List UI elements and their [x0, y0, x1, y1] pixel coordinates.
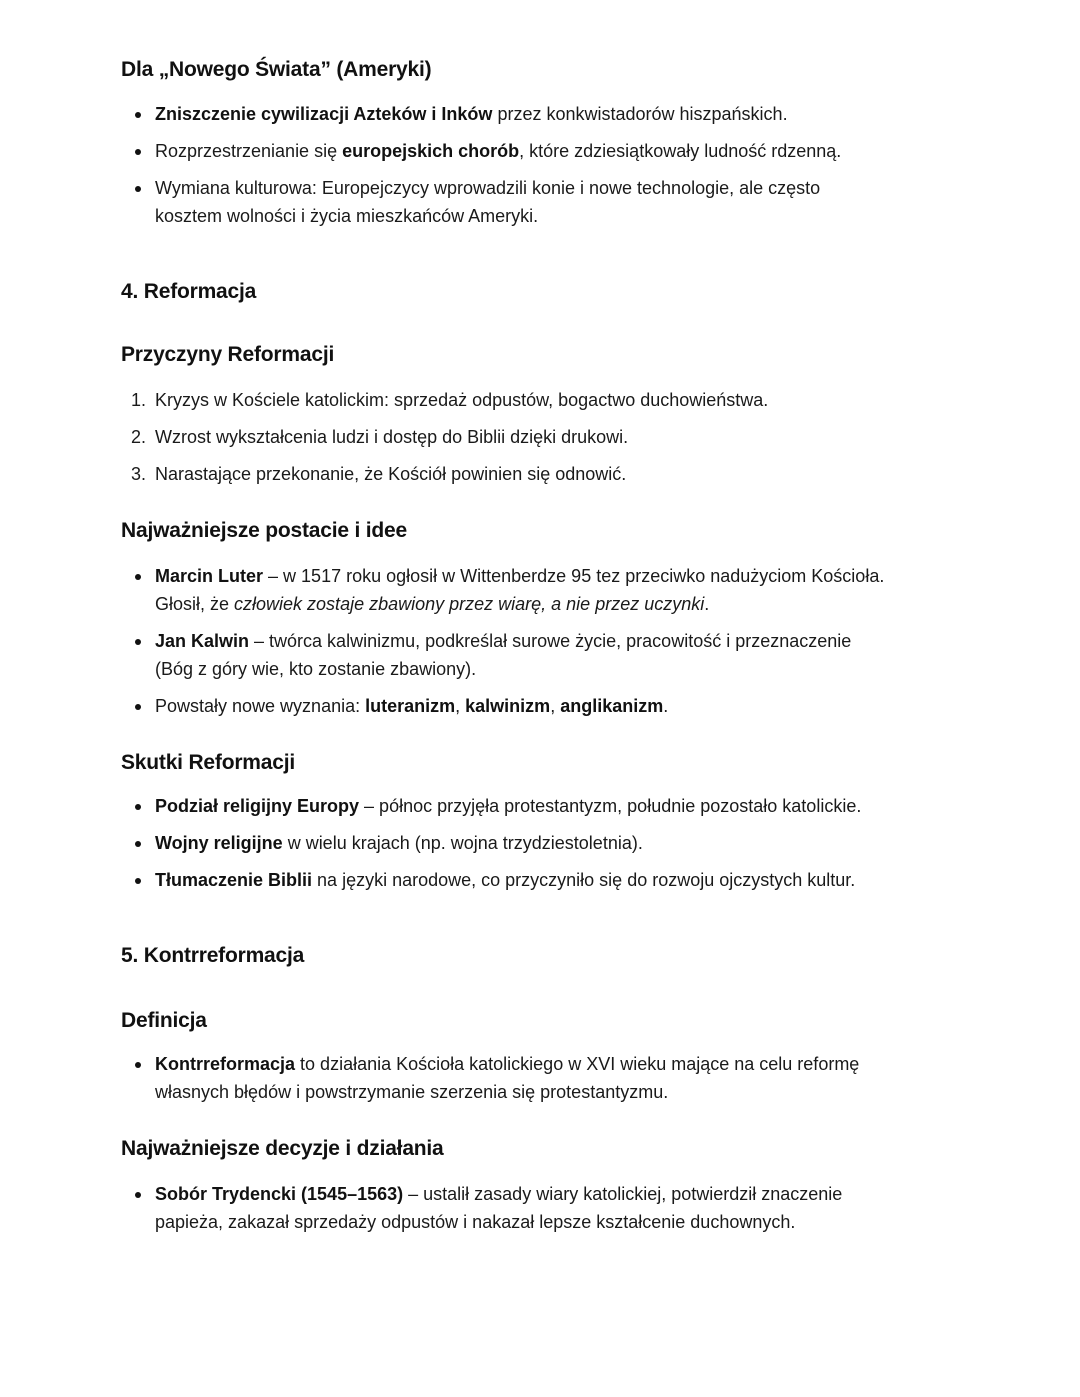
definition-list — [121, 1050, 961, 1106]
list-item: Marcin Luter – w 1517 roku ogłosił w Wittenberdze 95 tez przeciwko nadużyciom Kościoła. Głosił, że człowiek zostaje zbawiony przez wiarę, a nie przez uczynki. — [121, 562, 961, 618]
heading-reformation: 4. Reformacja — [121, 280, 257, 303]
heading-causes: Przyczyny Reformacji — [121, 343, 335, 366]
bullet-icon — [135, 804, 141, 810]
list-number: 3. — [131, 464, 147, 484]
heading-definition: Definicja — [121, 1009, 207, 1032]
list-item: 3. Narastające przekonanie, że Kościół powinien się odnowić. — [121, 460, 961, 488]
bullet-icon — [135, 1192, 141, 1198]
list-item: Kontrreformacja to działania Kościoła katolickiego w XVI wieku mające na celu reformę własnych błędów i powstrzymanie szerzenia się protestantyzmu. — [121, 1050, 961, 1106]
effects-list — [121, 792, 961, 894]
bullet-icon — [135, 878, 141, 884]
list-item: Sobór Trydencki (1545–1563) – ustalił zasady wiary katolickiej, potwierdził znaczenie papieża, zakazał sprzedaży odpustów i nakazał lepsze kształcenie duchownych. — [121, 1180, 961, 1236]
heading-counter-reformation: 5. Kontrreformacja — [121, 944, 305, 967]
bullet-icon — [135, 149, 141, 155]
bullet-icon — [135, 704, 141, 710]
bullet-icon — [135, 186, 141, 192]
list-number: 2. — [131, 427, 147, 447]
heading-decisions: Najważniejsze decyzje i działania — [121, 1137, 444, 1160]
list-item: Podział religijny Europy – północ przyjęła protestantyzm, południe pozostało katolickie. — [121, 792, 961, 820]
heading-figures: Najważniejsze postacie i idee — [121, 519, 407, 542]
list-item: Powstały nowe wyznania: luteranizm, kalwinizm, anglikanizm. — [121, 692, 961, 720]
list-item: Jan Kalwin – twórca kalwinizmu, podkreślał surowe życie, pracowitość i przeznaczenie (Bóg z góry wie, kto zostanie zbawiony). — [121, 627, 961, 683]
list-item: Tłumaczenie Biblii na języki narodowe, co przyczyniło się do rozwoju ojczystych kultur. — [121, 866, 961, 894]
bullet-icon — [135, 639, 141, 645]
list-item: 2. Wzrost wykształcenia ludzi i dostęp do Biblii dzięki drukowi. — [121, 423, 961, 451]
list-item: Rozprzestrzenianie się europejskich chorób, które zdziesiątkowały ludność rdzenną. — [121, 137, 961, 165]
bullet-icon — [135, 574, 141, 580]
list-item: 1. Kryzys w Kościele katolickim: sprzedaż odpustów, bogactwo duchowieństwa. — [121, 386, 961, 414]
causes-list — [121, 386, 961, 488]
list-item: Wojny religijne w wielu krajach (np. wojna trzydziestoletnia). — [121, 829, 961, 857]
bullet-icon — [135, 841, 141, 847]
heading-new-world: Dla „Nowego Świata” (Ameryki) — [121, 58, 432, 81]
decisions-list — [121, 1180, 961, 1236]
list-item: Zniszczenie cywilizacji Azteków i Inków przez konkwistadorów hiszpańskich. — [121, 100, 961, 128]
figures-list — [121, 562, 961, 720]
bullet-icon — [135, 112, 141, 118]
heading-effects: Skutki Reformacji — [121, 751, 295, 774]
list-number: 1. — [131, 390, 147, 410]
new-world-list — [121, 100, 961, 230]
bullet-icon — [135, 1062, 141, 1068]
list-item: Wymiana kulturowa: Europejczycy wprowadzili konie i nowe technologie, ale często kosztem wolności i życia mieszkańców Ameryki. — [121, 174, 961, 230]
